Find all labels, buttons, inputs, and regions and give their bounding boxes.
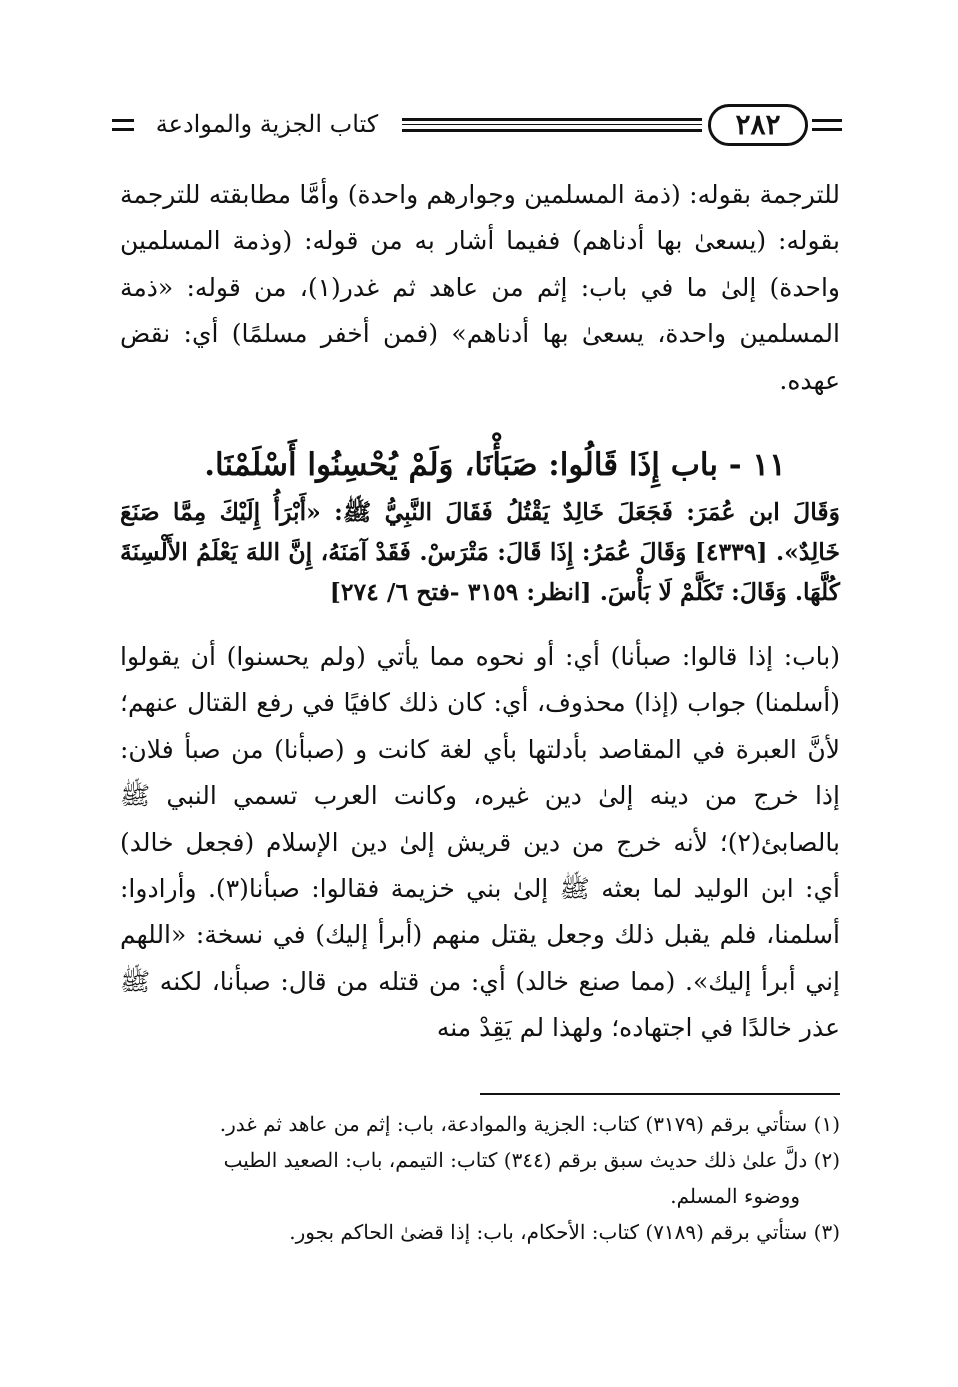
footnote-3-text: (٣) ستأتي برقم (٧١٨٩) كتاب: الأحكام، باب: إذا قضىٰ الحاكم بجور.: [289, 1220, 840, 1244]
hadith-text: وَقَالَ ابن عُمَرَ: فَجَعَلَ خَالِدٌ يَقْتُلُ فَقَالَ النَّبِيُّ ﷺ: «أَبْرَأُ إِلَيْكَ مِمَّا صَنَعَ خَالِدٌ». [٤٣٣٩] وَقَالَ عُمَرُ: إِذَا قَالَ: مَتْرَسْ. فَقَدْ آمَنَهُ، إِنَّ اللهَ يَعْلَمُ الأَلْسِنَةَ كُلَّهَا. وَقَالَ: تَكَلَّمْ لَا بَأْسَ. [انظر: ٣١٥٩ -فتح ٦/ ٢٧٤]: [120, 498, 840, 606]
intro-paragraph: للترجمة بقوله: (ذمة المسلمين وجوارهم واحدة) وأمَّا مطابقته للترجمة بقوله: (يسعىٰ بها أدناهم) ففيما أشار به من قوله: (وذمة المسلمين واحدة) إلىٰ ما في باب: إثم من عاهد ثم غدر(١)، من قوله: «ذمة المسلمين واحدة، يسعىٰ بها أدناهم» (فمن أخفر مسلمًا) أي: نقض عهده.: [120, 180, 840, 395]
header-ornament-right: [812, 119, 842, 131]
footnote-separator: [480, 1093, 840, 1095]
footnote-1-text: (١) ستأتي برقم (٣١٧٩) كتاب: الجزية والموادعة، باب: إثم من عاهد ثم غدر.: [219, 1112, 840, 1136]
footnote-3: [120, 1214, 840, 1250]
running-title: كتاب الجزية والموادعة: [155, 110, 379, 138]
header-rule-inner: [402, 124, 702, 125]
footnote-1: [120, 1106, 840, 1142]
footnotes: [120, 1106, 840, 1250]
footnote-2: [120, 1142, 840, 1214]
footnote-2-continuation: ووضوء المسلم.: [670, 1184, 800, 1208]
commentary-paragraph: (باب: إذا قالوا: صبأنا) أي: أو نحوه مما يأتي (ولم يحسنوا) أن يقولوا (أسلمنا) جواب (إذا) محذوف، أي: كان ذلك كافيًا في رفع القتال عنهم؛ لأنَّ العبرة في المقاصد بأدلتها بأي لغة كانت و (صبأنا) من صبأ فلان: إذا خرج من دينه إلىٰ دين غيره، وكانت العرب تسمي النبي ﷺ بالصابئ(٢)؛ لأنه خرج من دين قريش إلىٰ دين الإسلام (فجعل خالد) أي: ابن الوليد لما بعثه ﷺ إلىٰ بني خزيمة فقالوا: صبأنا(٣). وأرادوا: أسلمنا، فلم يقبل ذلك وجعل يقتل منهم (أبرأ إليك) في نسخة: «اللهم إني أبرأ إليك». (مما صنع خالد) أي: من قتله من قال: صبأنا، لكنه ﷺ عذر خالدًا في اجتهاده؛ ولهذا لم يَقِدْ منه: [120, 642, 840, 1043]
footnote-2-text: (٢) دلَّ علىٰ ذلك حديث سبق برقم (٣٤٤) كتاب: التيمم، باب: الصعيد الطيب: [223, 1148, 840, 1172]
header-ornament-left: [112, 119, 134, 131]
header-rule: [402, 118, 702, 132]
chapter-title: ١١ - باب إِذَا قَالُوا: صَبَأْنَا، وَلَمْ يُحْسِنُوا أَسْلَمْنَا.: [204, 447, 786, 483]
page-number: ٢٨٢: [708, 104, 808, 146]
page-header: [112, 100, 842, 152]
